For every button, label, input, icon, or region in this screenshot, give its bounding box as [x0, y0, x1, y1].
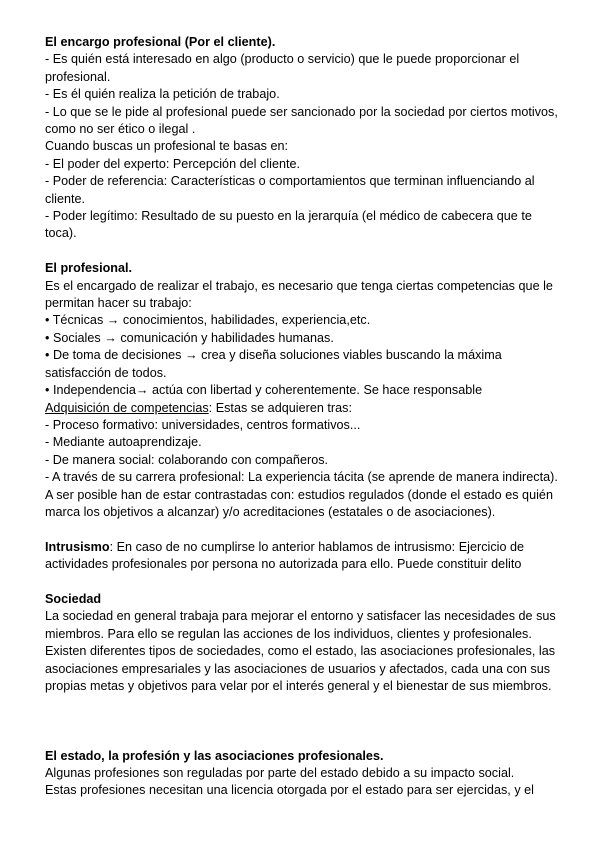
paragraph-intro: Es el encargado de realizar el trabajo, es necesario que tenga ciertas competencias que le permitan hacer su trabajo: — [45, 278, 553, 311]
heading-estado: El estado, la profesión y las asociaciones profesionales. — [45, 748, 384, 763]
paragraph-line: - Lo que se le pide al profesional puede ser sancionado por la sociedad por ciertos motivos, como no ser ético o ilegal . — [45, 104, 558, 137]
bullet-item: • De toma de decisiones → crea y diseña soluciones viables buscando la máxima satisfacción de todos. — [45, 348, 502, 380]
bullet-item: • Independencia→ actúa con libertad y coherentemente. Se hace responsable — [45, 383, 483, 398]
estado-paragraph-1: Algunas profesiones son reguladas por parte del estado debido a su impacto social. — [45, 765, 515, 780]
heading-sociedad: Sociedad — [45, 591, 102, 606]
paragraph-line: - Poder legítimo: Resultado de su puesto en la jerarquía (el médico de cabecera que te toca). — [45, 209, 532, 241]
paragraph-line: - El poder del experto: Percepción del cliente. — [45, 156, 301, 171]
sociedad-paragraph-2: Existen diferentes tipos de sociedades, como el estado, las asociaciones profesionales, las asociaciones empresariales y las asociaciones de usuarios y afectados, cada una con sus propias metas y objetivos para velar por el interés general y el bienestar de sus miembros. — [45, 644, 556, 693]
sociedad-paragraph-1: La sociedad en general trabaja para mejorar el entorno y satisfacer las necesidades de sus miembros. Para ello se regulan las acciones de los individuos, clientes y profesionales. — [45, 609, 556, 641]
list-item: - A través de su carrera profesional: La experiencia tácita (se aprende de manera indirecta). — [45, 470, 558, 485]
paragraph-closing: A ser posible han de estar contrastadas con: estudios regulados (donde el estado es quién marca los objetivos a alcanzar) y/o acreditaciones (estatales o de asociaciones). — [45, 487, 553, 519]
list-item: - Mediante autoaprendizaje. — [45, 435, 202, 450]
paragraph-line: - Es quién está interesado en algo (producto o servicio) que le puede proporcionar el profesional. — [45, 52, 520, 84]
paragraph-line: - Es él quién realiza la petición de trabajo. — [45, 87, 280, 102]
estado-paragraph-2: Estas profesiones necesitan una licencia otorgada por el estado para ser ejercidas, y el — [45, 783, 535, 798]
intrusismo-label: Intrusismo — [45, 539, 110, 554]
paragraph-line: - Poder de referencia: Características o comportamientos que terminan influenciando al cliente. — [45, 174, 535, 206]
adquisicion-line — [45, 400, 560, 417]
bullet-item: • Sociales → comunicación y habilidades humanas. — [45, 330, 334, 345]
adquisicion-label: Adquisición de competencias — [45, 400, 209, 415]
heading-profesional: El profesional. — [45, 261, 133, 276]
intrusismo-text: : En caso de no cumplirse lo anterior hablamos de intrusismo: Ejercicio de actividades profesionales por persona no autorizada para ello. Puede constituir delito — [45, 539, 525, 572]
spacer — [45, 695, 560, 747]
heading-encargo-profesional: El encargo profesional (Por el cliente). — [45, 35, 276, 49]
spacer — [45, 243, 560, 260]
adquisicion-text: : Estas se adquieren tras: — [208, 400, 352, 415]
bullet-item: • Técnicas → conocimientos, habilidades, experiencia,etc. — [45, 313, 371, 328]
spacer — [45, 574, 560, 591]
spacer — [45, 521, 560, 538]
list-item: - De manera social: colaborando con compañeros. — [45, 452, 329, 467]
document-page — [45, 34, 560, 800]
intrusismo-paragraph — [45, 539, 560, 574]
paragraph-line: Cuando buscas un profesional te basas en: — [45, 139, 289, 154]
list-item: - Proceso formativo: universidades, centros formativos... — [45, 417, 361, 432]
